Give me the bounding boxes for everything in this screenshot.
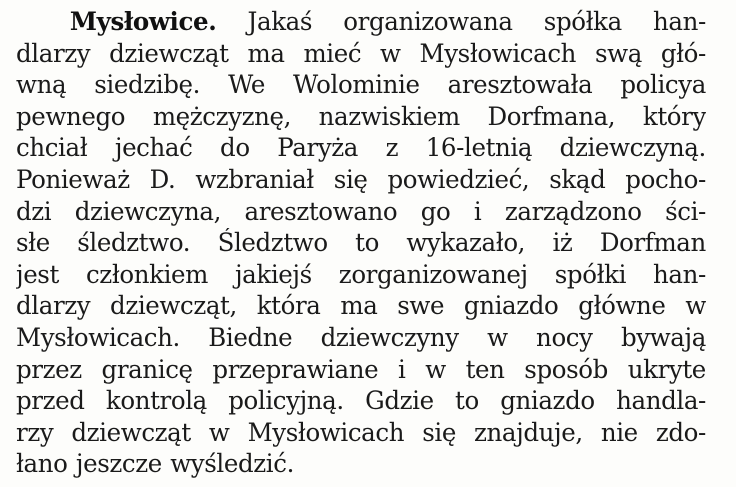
article-line-15: łano jeszcze wyśledzić. [16, 449, 294, 479]
article-line-12: przez granicę przeprawiane i w ten sposób ukryte [16, 354, 706, 384]
article-line-14: rzy dziewcząt w Mysłowicach się znajduje, nie zdo- [16, 417, 706, 447]
article-line-6: Ponieważ D. wzbraniał się powiedzieć, skąd pocho- [16, 164, 706, 194]
article-line-1-text: Jakaś organizowana spółka han- [247, 7, 706, 36]
article-line-11: Mysłowicach. Biedne dziewczyny w nocy bywają [16, 322, 706, 352]
article-line-10: dlarzy dziewcząt, która ma swe gniazdo główne w [16, 291, 706, 321]
article-headword: Mysłowice. [69, 7, 217, 36]
article-line-2: dlarzy dziewcząt ma mieć w Mysłowicach swą głó- [16, 38, 706, 68]
article-line-8: słe śledztwo. Śledztwo to wykazało, iż Dorfman [16, 228, 706, 258]
article-line-3: wną siedzibę. We Wolominie aresztowała policya [16, 70, 706, 100]
article-line-1 [16, 6, 706, 38]
article-line-9: jest członkiem jakiejś zorganizowanej spółki han- [16, 259, 706, 289]
article-line-7: dzi dziewczyna, aresztowano go i zarządzono ści- [16, 196, 706, 226]
article-line-4: pewnego mężczyznę, nazwiskiem Dorfmana, który [16, 101, 706, 131]
article-line-13: przed kontrolą policyjną. Gdzie to gniazdo handla- [16, 386, 706, 416]
article-line-5: chciał jechać do Paryża z 16-letnią dziewczyną. [16, 133, 706, 163]
